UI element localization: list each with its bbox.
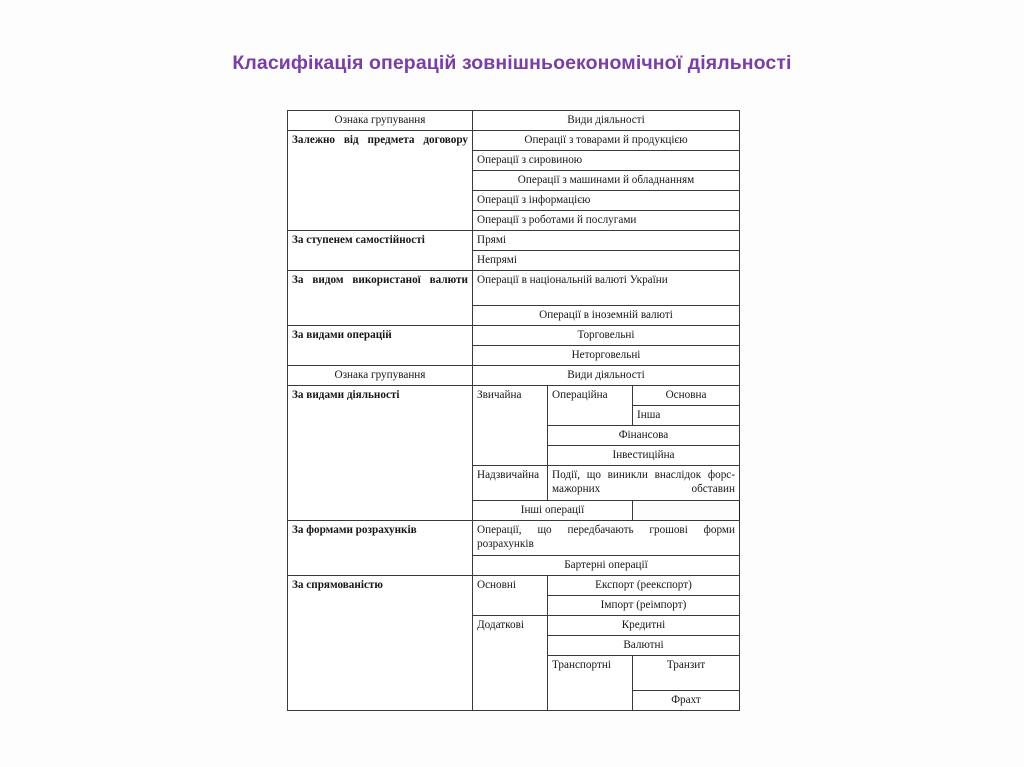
table-header-row	[288, 111, 740, 131]
group-label-settlement-forms: За формами розрахунків	[288, 520, 473, 575]
header-cell-grouping: Ознака групування	[288, 111, 473, 131]
leaf-freight: Фрахт	[633, 690, 740, 710]
header-cell-grouping-repeat: Ознака групування	[288, 365, 473, 385]
leaf-main: Основна	[633, 385, 740, 405]
item-monetary-settlements: Операції, що передбачають грошові форми розрахунків	[473, 520, 740, 555]
group-label-independence-degree: За ступенем самостійності	[288, 230, 473, 270]
leaf-credit: Кредитні	[548, 615, 740, 635]
table-header-row-repeat	[288, 365, 740, 385]
item-barter-operations: Бартерні операції	[473, 555, 740, 575]
table-row	[288, 230, 740, 250]
subgroup-investment: Інвестиційна	[548, 445, 740, 465]
leaf-force-majeure-events: Події, що виникли внаслідок форс-мажорних обставин	[548, 465, 740, 500]
item-information: Операції з інформацією	[473, 190, 740, 210]
subgroup-operational: Операційна	[548, 385, 633, 425]
subgroup-financial: Фінансова	[548, 425, 740, 445]
leaf-other: Інша	[633, 405, 740, 425]
leaf-export: Експорт (реекспорт)	[548, 575, 740, 595]
group-label-direction: За спрямованістю	[288, 575, 473, 710]
subgroup-additional: Додаткові	[473, 615, 548, 710]
table-row	[288, 130, 740, 150]
header-cell-activity-types-repeat: Види діяльності	[473, 365, 740, 385]
item-national-currency: Операції в національній валюті України	[473, 270, 740, 305]
item-foreign-currency: Операції в іноземній валюті	[473, 305, 740, 325]
subgroup-transport: Транспортні	[548, 655, 633, 710]
group-label-activity-kinds: За видами діяльності	[288, 385, 473, 520]
leaf-currency: Валютні	[548, 635, 740, 655]
classification-table	[287, 110, 740, 711]
item-trade: Торговельні	[473, 325, 740, 345]
group-label-operation-types: За видами операцій	[288, 325, 473, 365]
item-indirect: Непрямі	[473, 250, 740, 270]
item-machines-equipment: Операції з машинами й обладнанням	[473, 170, 740, 190]
item-goods-products: Операції з товарами й продукцією	[473, 130, 740, 150]
item-non-trade: Неторговельні	[473, 345, 740, 365]
group-label-currency-type: За видом використаної валюти	[288, 270, 473, 325]
leaf-import: Імпорт (реімпорт)	[548, 595, 740, 615]
page-title: Класифікація операцій зовнішньоекономічної діяльності	[232, 52, 792, 74]
table-row	[288, 385, 740, 405]
table-row	[288, 270, 740, 305]
item-direct: Прямі	[473, 230, 740, 250]
group-label-contract-subject: Залежно від предмета договору	[288, 130, 473, 230]
leaf-other-operations: Інші операції	[473, 500, 633, 520]
table-row	[288, 325, 740, 345]
item-works-services: Операції з роботами й послугами	[473, 210, 740, 230]
classification-table-container	[287, 110, 739, 711]
leaf-transit: Транзит	[633, 655, 740, 690]
subgroup-primary: Основні	[473, 575, 548, 615]
subgroup-ordinary: Звичайна	[473, 385, 548, 465]
subgroup-extraordinary: Надзвичайна	[473, 465, 548, 500]
table-row	[288, 575, 740, 595]
table-row	[288, 520, 740, 555]
item-raw-materials: Операції з сировиною	[473, 150, 740, 170]
header-cell-activity-types: Види діяльності	[473, 111, 740, 131]
